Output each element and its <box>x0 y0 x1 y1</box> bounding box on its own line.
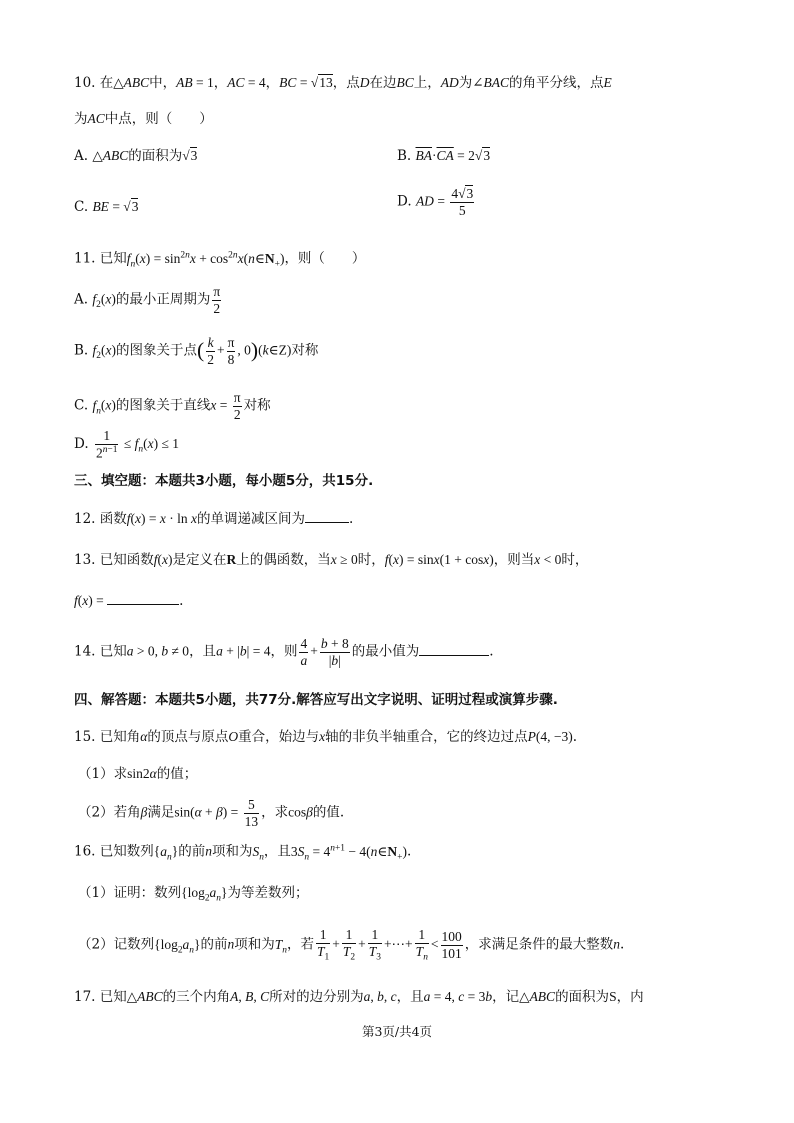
page-footer: 第3页/共4页 <box>361 1024 433 1039</box>
q11-option-d: D. $\frac{1}{2^{n-1}}$ ≤ $f_n(x) \le 1$ <box>74 428 180 461</box>
q11-option-c: C. $f_n(x)$的图象关于直线x = $\frac{\pi}{2}$ 对称 <box>74 390 271 422</box>
q11-stem: 11. 已知$f_n(x) = \sin^{2n}x$ + $\cos^{2n}x(n\in N_+)$，则（ ） <box>74 250 366 270</box>
q11-option-a: A. $f_2(x)$的最小正周期为 $\frac{\pi}{2}$ <box>74 284 221 316</box>
q10-stem-line2: 为AC中点，则（ ） <box>74 111 213 127</box>
q14: 14. 已知a > 0, b ≠ 0，且a + |b| = 4，则 $\frac{4}{a}$ + $\frac{b + 8}{|b|}$ 的最小值为 . <box>74 636 494 668</box>
q16-stem: 16. 已知数列$\{a_n\}$的前n项和为$S_n$，且$3S_n = 4^{n+1}$ − $4(n\in N_+)$. <box>74 843 412 863</box>
q15-part2: （2）若角β满足sin(α + β) = $\frac{5}{13}$ ，求cosβ的值. <box>78 797 345 829</box>
q13-line1: 13. 已知函数f(x)是定义在R上的偶函数，当x ≥ 0时，f(x) = sinx(1 + cosx)，则当x < 0时， <box>74 552 589 568</box>
q16-part2: （2）记数列$\{\log_2a_n\}$的前n项和为$T_n$，若 $\frac{1}{T_1}$ + $\frac{1}{T_2}$ + $\frac{1}{T_3}$ +⋯+ $\frac{1}{T_n}$ < $\frac{100}{101}$ ，求满足条件的最大整数n. <box>78 927 625 963</box>
q10-option-d: D. AD = $\frac{4√3}{5}$ <box>397 186 474 218</box>
section-3-heading: 三、填空题：本题共3小题，每小题5分，共15分. <box>74 473 374 489</box>
q15-stem: 15. 已知角α的顶点与原点O重合，始边与x轴的非负半轴重合，它的终边过点P(4, −3). <box>74 729 578 745</box>
q17-stem: 17. 已知△ABC的三个内角A, B, C所对的边分别为a, b, c，且a = 4, c = 3b，记△ABC的面积为S，内 <box>74 989 644 1005</box>
q13-line2: f(x) = . <box>74 593 184 609</box>
q15-part1: （1）求sin2α的值； <box>78 766 198 782</box>
q16-part1: （1）证明：数列$\{\log_2a_n\}$为等差数列； <box>78 885 309 904</box>
q10-option-a: A. △ABC的面积为√3 <box>74 148 198 164</box>
q10-option-c: C. BE = √3 <box>74 199 139 215</box>
q11-option-b: B. $f_2(x)$的图象关于点( $\frac{k}{2}$ + $\frac{\pi}{8}$ , 0)(k∈Z)对称 <box>74 335 319 367</box>
section-4-heading: 四、解答题：本题共5小题，共77分.解答应写出文字说明、证明过程或演算步骤. <box>74 692 558 708</box>
q10-stem-line1: 10. 在△ABC中，AB = 1，AC = 4，BC = √13，点D在边BC上，AD为∠BAC的角平分线，点E <box>74 75 612 91</box>
q10-option-b: B. $\overline{BA}\cdot\overline{CA} = 2√3$ <box>397 148 491 164</box>
q12: 12. 函数f(x) = x · ln x的单调递减区间为 . <box>74 511 354 527</box>
